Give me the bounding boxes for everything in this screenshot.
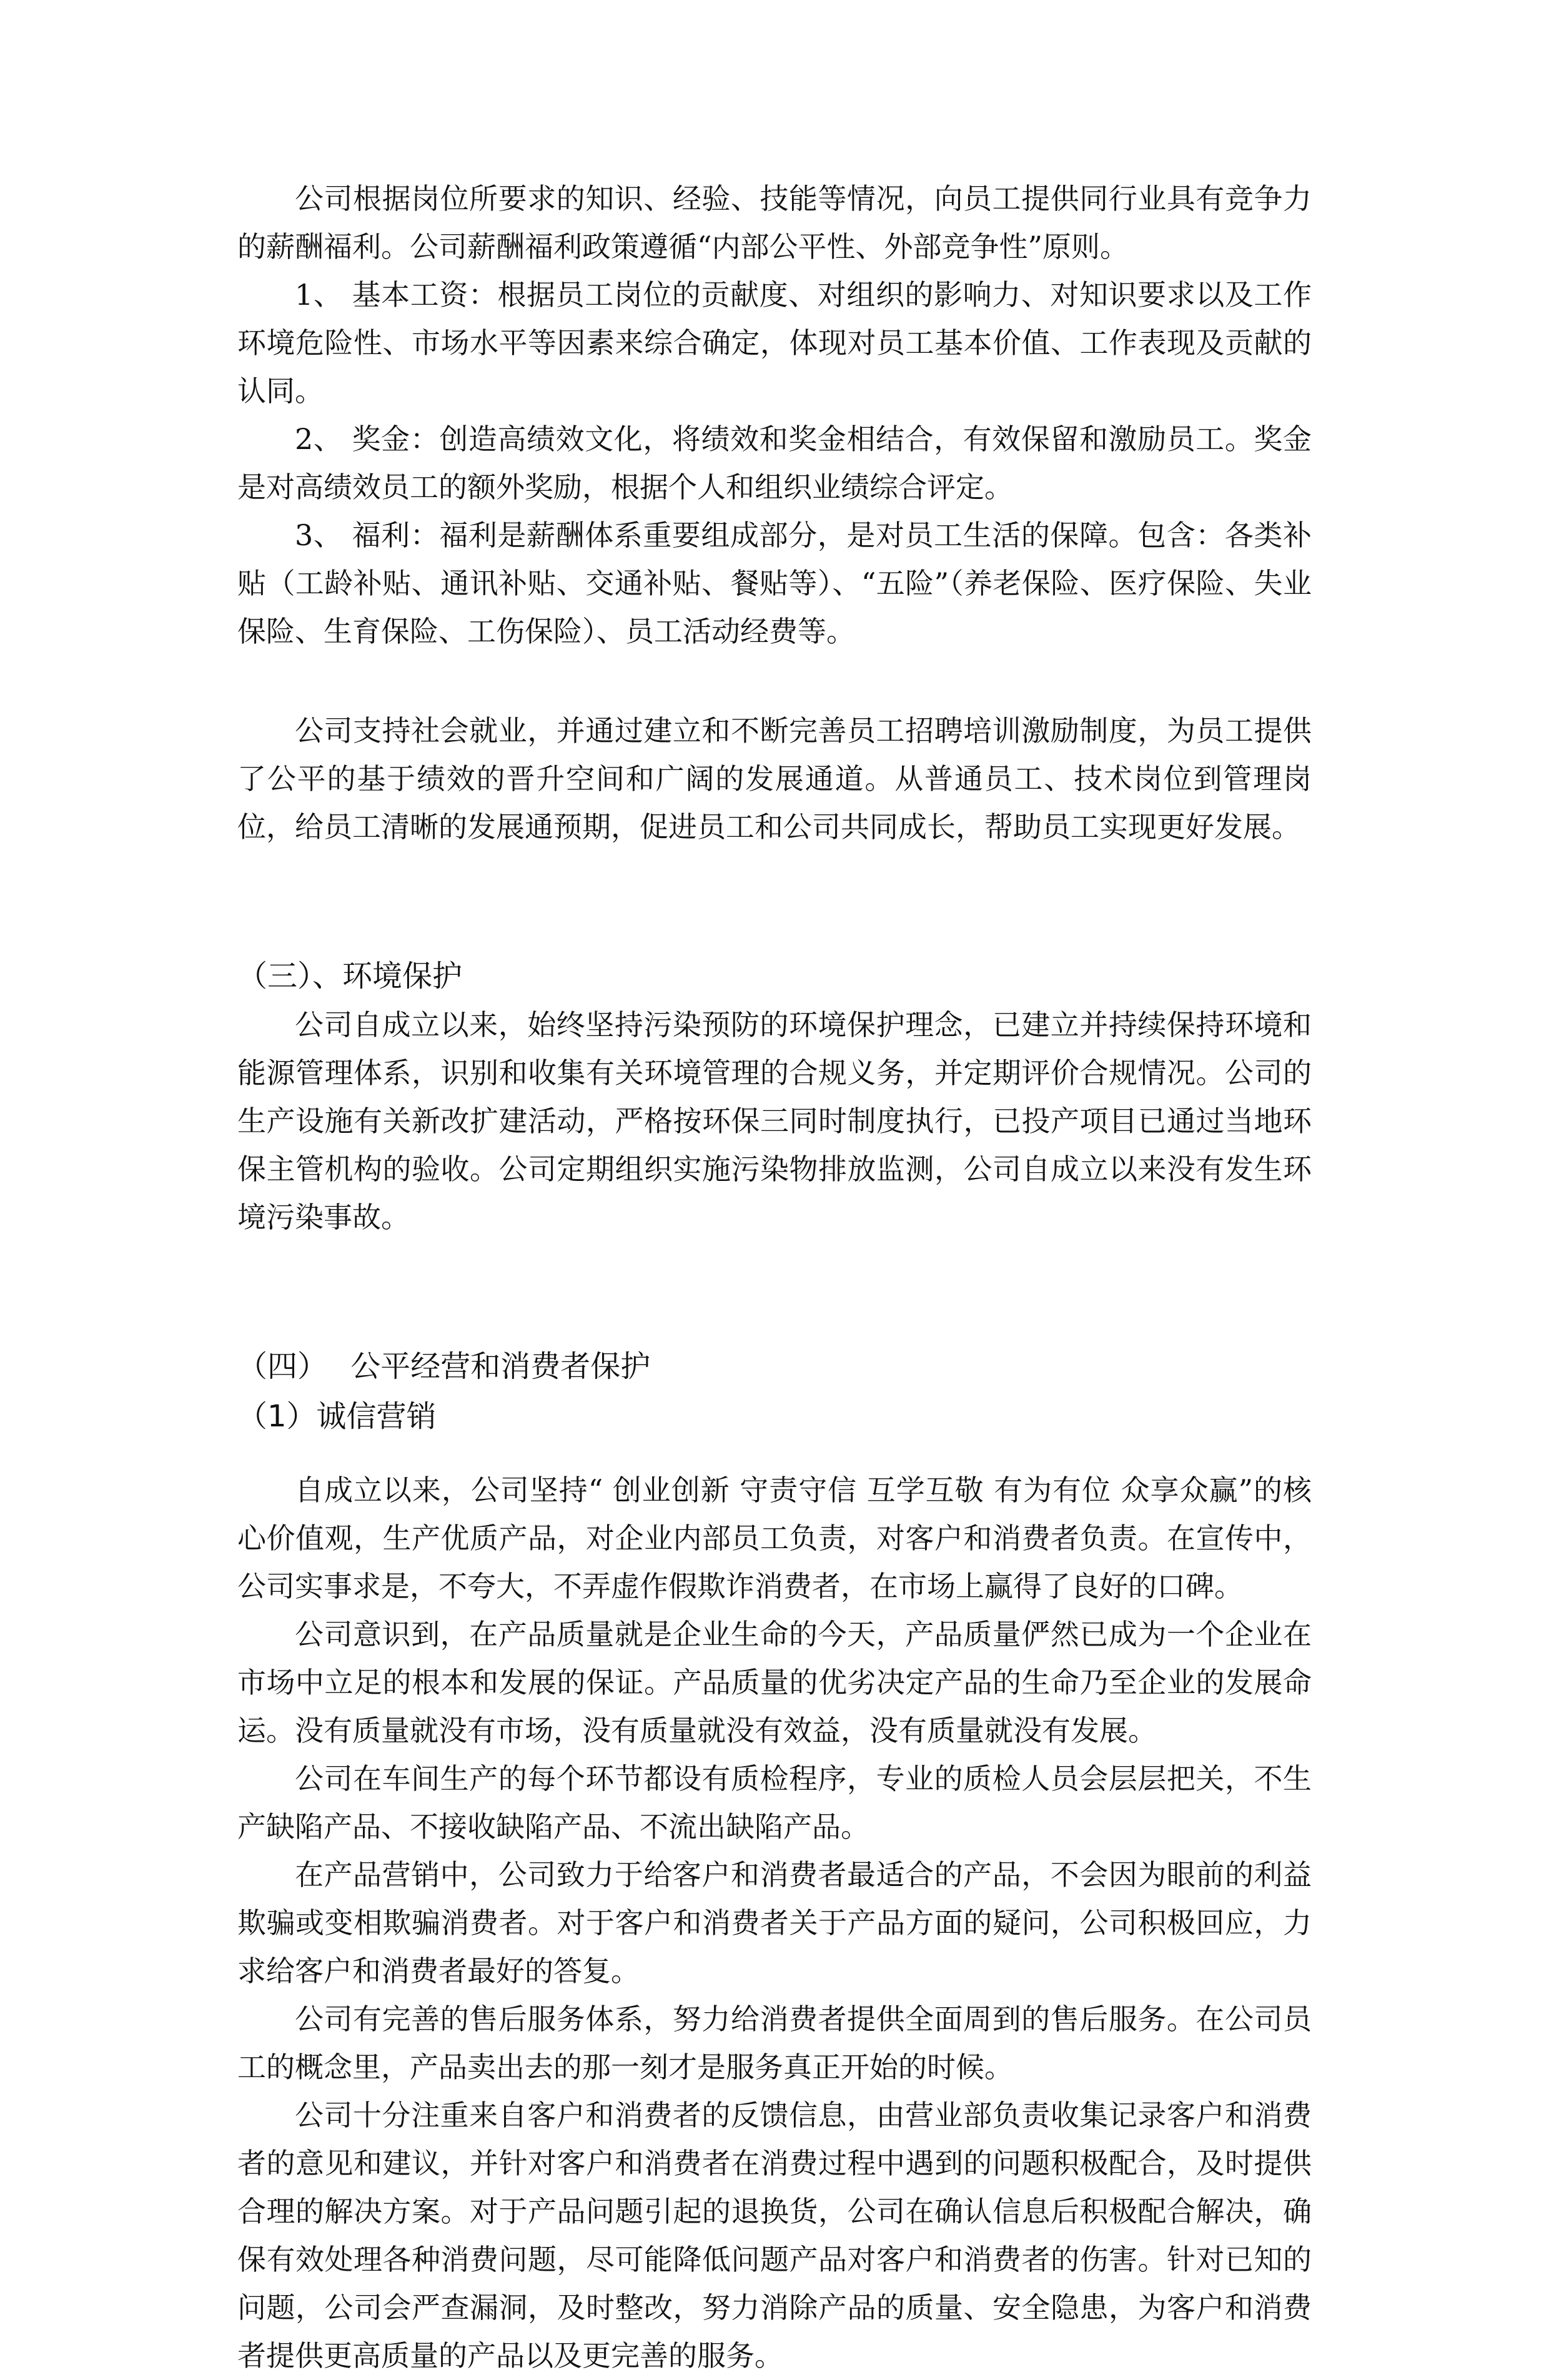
bonus-item: 2、 奖金：创造高绩效文化，将绩效和奖金相结合，有效保留和激励员工。奖金是对高绩效员工的额外奖励，根据个人和组织业绩综合评定。 bbox=[237, 422, 1312, 504]
integrity-marketing-subheading: （1）诚信营销 bbox=[237, 1399, 437, 1434]
base-salary-item: 1、 基本工资：根据员工岗位的贡献度、对组织的影响力、对知识要求以及工作环境危险性、市场水平等因素来综合确定，体现对员工基本价值、工作表现及贡献的认同。 bbox=[237, 278, 1312, 408]
environment-heading: （三）、环境保护 bbox=[237, 959, 463, 994]
fair-business-heading-number: （四） bbox=[237, 1349, 328, 1384]
after-sales-paragraph: 公司有完善的售后服务体系，努力给消费者提供全面周到的售后服务。在公司员工的概念里，产品卖出去的那一刻才是服务真正开始的时候。 bbox=[237, 2002, 1312, 2084]
employment-paragraph: 公司支持社会就业，并通过建立和不断完善员工招聘培训激励制度，为员工提供了公平的基于绩效的晋升空间和广阔的发展通道。从普通员工、技术岗位到管理岗位，给员工清晰的发展通预期，促进员工和公司共同成长，帮助员工实现更好发展。 bbox=[237, 714, 1312, 844]
spacer bbox=[237, 1441, 1312, 1466]
spacer bbox=[237, 1242, 1312, 1341]
document-page bbox=[237, 175, 1312, 2380]
environment-paragraph: 公司自成立以来，始终坚持污染预防的环境保护理念，已建立并持续保持环境和能源管理体系，识别和收集有关环境管理的合规义务，并定期评价合规情况。公司的生产设施有关新改扩建活动，严格按环保三同时制度执行，已投产项目已通过当地环保主管机构的验收。公司定期组织实施污染物排放监测，公司自成立以来没有发生环境污染事故。 bbox=[237, 1008, 1312, 1234]
marketing-paragraph: 在产品营销中，公司致力于给客户和消费者最适合的产品，不会因为眼前的利益欺骗或变相欺骗消费者。对于客户和消费者关于产品方面的疑问，公司积极回应，力求给客户和消费者最好的答复。 bbox=[237, 1858, 1312, 1988]
core-values-paragraph: 自成立以来，公司坚持“ 创业创新 守责守信 互学互敬 有为有位 众享众赢”的核心价值观，生产优质产品，对企业内部员工负责，对客户和消费者负责。在宣传中，公司实事求是，不夸大，不弄虚作假欺诈消费者，在市场上赢得了良好的口碑。 bbox=[237, 1473, 1312, 1603]
quality-paragraph: 公司意识到，在产品质量就是企业生命的今天，产品质量俨然已成为一个企业在市场中立足的根本和发展的保证。产品质量的优劣决定产品的生命乃至企业的发展命运。没有质量就没有市场，没有质量就没有效益，没有质量就没有发展。 bbox=[237, 1617, 1312, 1747]
spacer bbox=[237, 851, 1312, 951]
benefits-item: 3、 福利：福利是薪酬体系重要组成部分，是对员工生活的保障。包含：各类补贴（工龄补贴、通讯补贴、交通补贴、餐贴等）、“五险”（养老保险、医疗保险、失业保险、生育保险、工伤保险）、员工活动经费等。 bbox=[237, 518, 1312, 648]
fair-business-heading bbox=[237, 1341, 1312, 1391]
feedback-paragraph: 公司十分注重来自客户和消费者的反馈信息，由营业部负责收集记录客户和消费者的意见和建议，并针对客户和消费者在消费过程中遇到的问题积极配合，及时提供合理的解决方案。对于产品问题引起的退换货，公司在确认信息后积极配合解决，确保有效处理各种消费问题，尽可能降低问题产品对客户和消费者的伤害。针对已知的问题，公司会严查漏洞，及时整改，努力消除产品的质量、安全隐患，为客户和消费者提供更高质量的产品以及更完善的服务。 bbox=[237, 2098, 1312, 2373]
fair-business-heading-text: 公平经营和消费者保护 bbox=[350, 1349, 651, 1384]
spacer bbox=[237, 656, 1312, 707]
compensation-intro-paragraph: 公司根据岗位所要求的知识、经验、技能等情况，向员工提供同行业具有竞争力的薪酬福利。公司薪酬福利政策遵循“内部公平性、外部竞争性”原则。 bbox=[237, 182, 1312, 264]
inspection-paragraph: 公司在车间生产的每个环节都设有质检程序，专业的质检人员会层层把关，不生产缺陷产品、不接收缺陷产品、不流出缺陷产品。 bbox=[237, 1762, 1312, 1844]
